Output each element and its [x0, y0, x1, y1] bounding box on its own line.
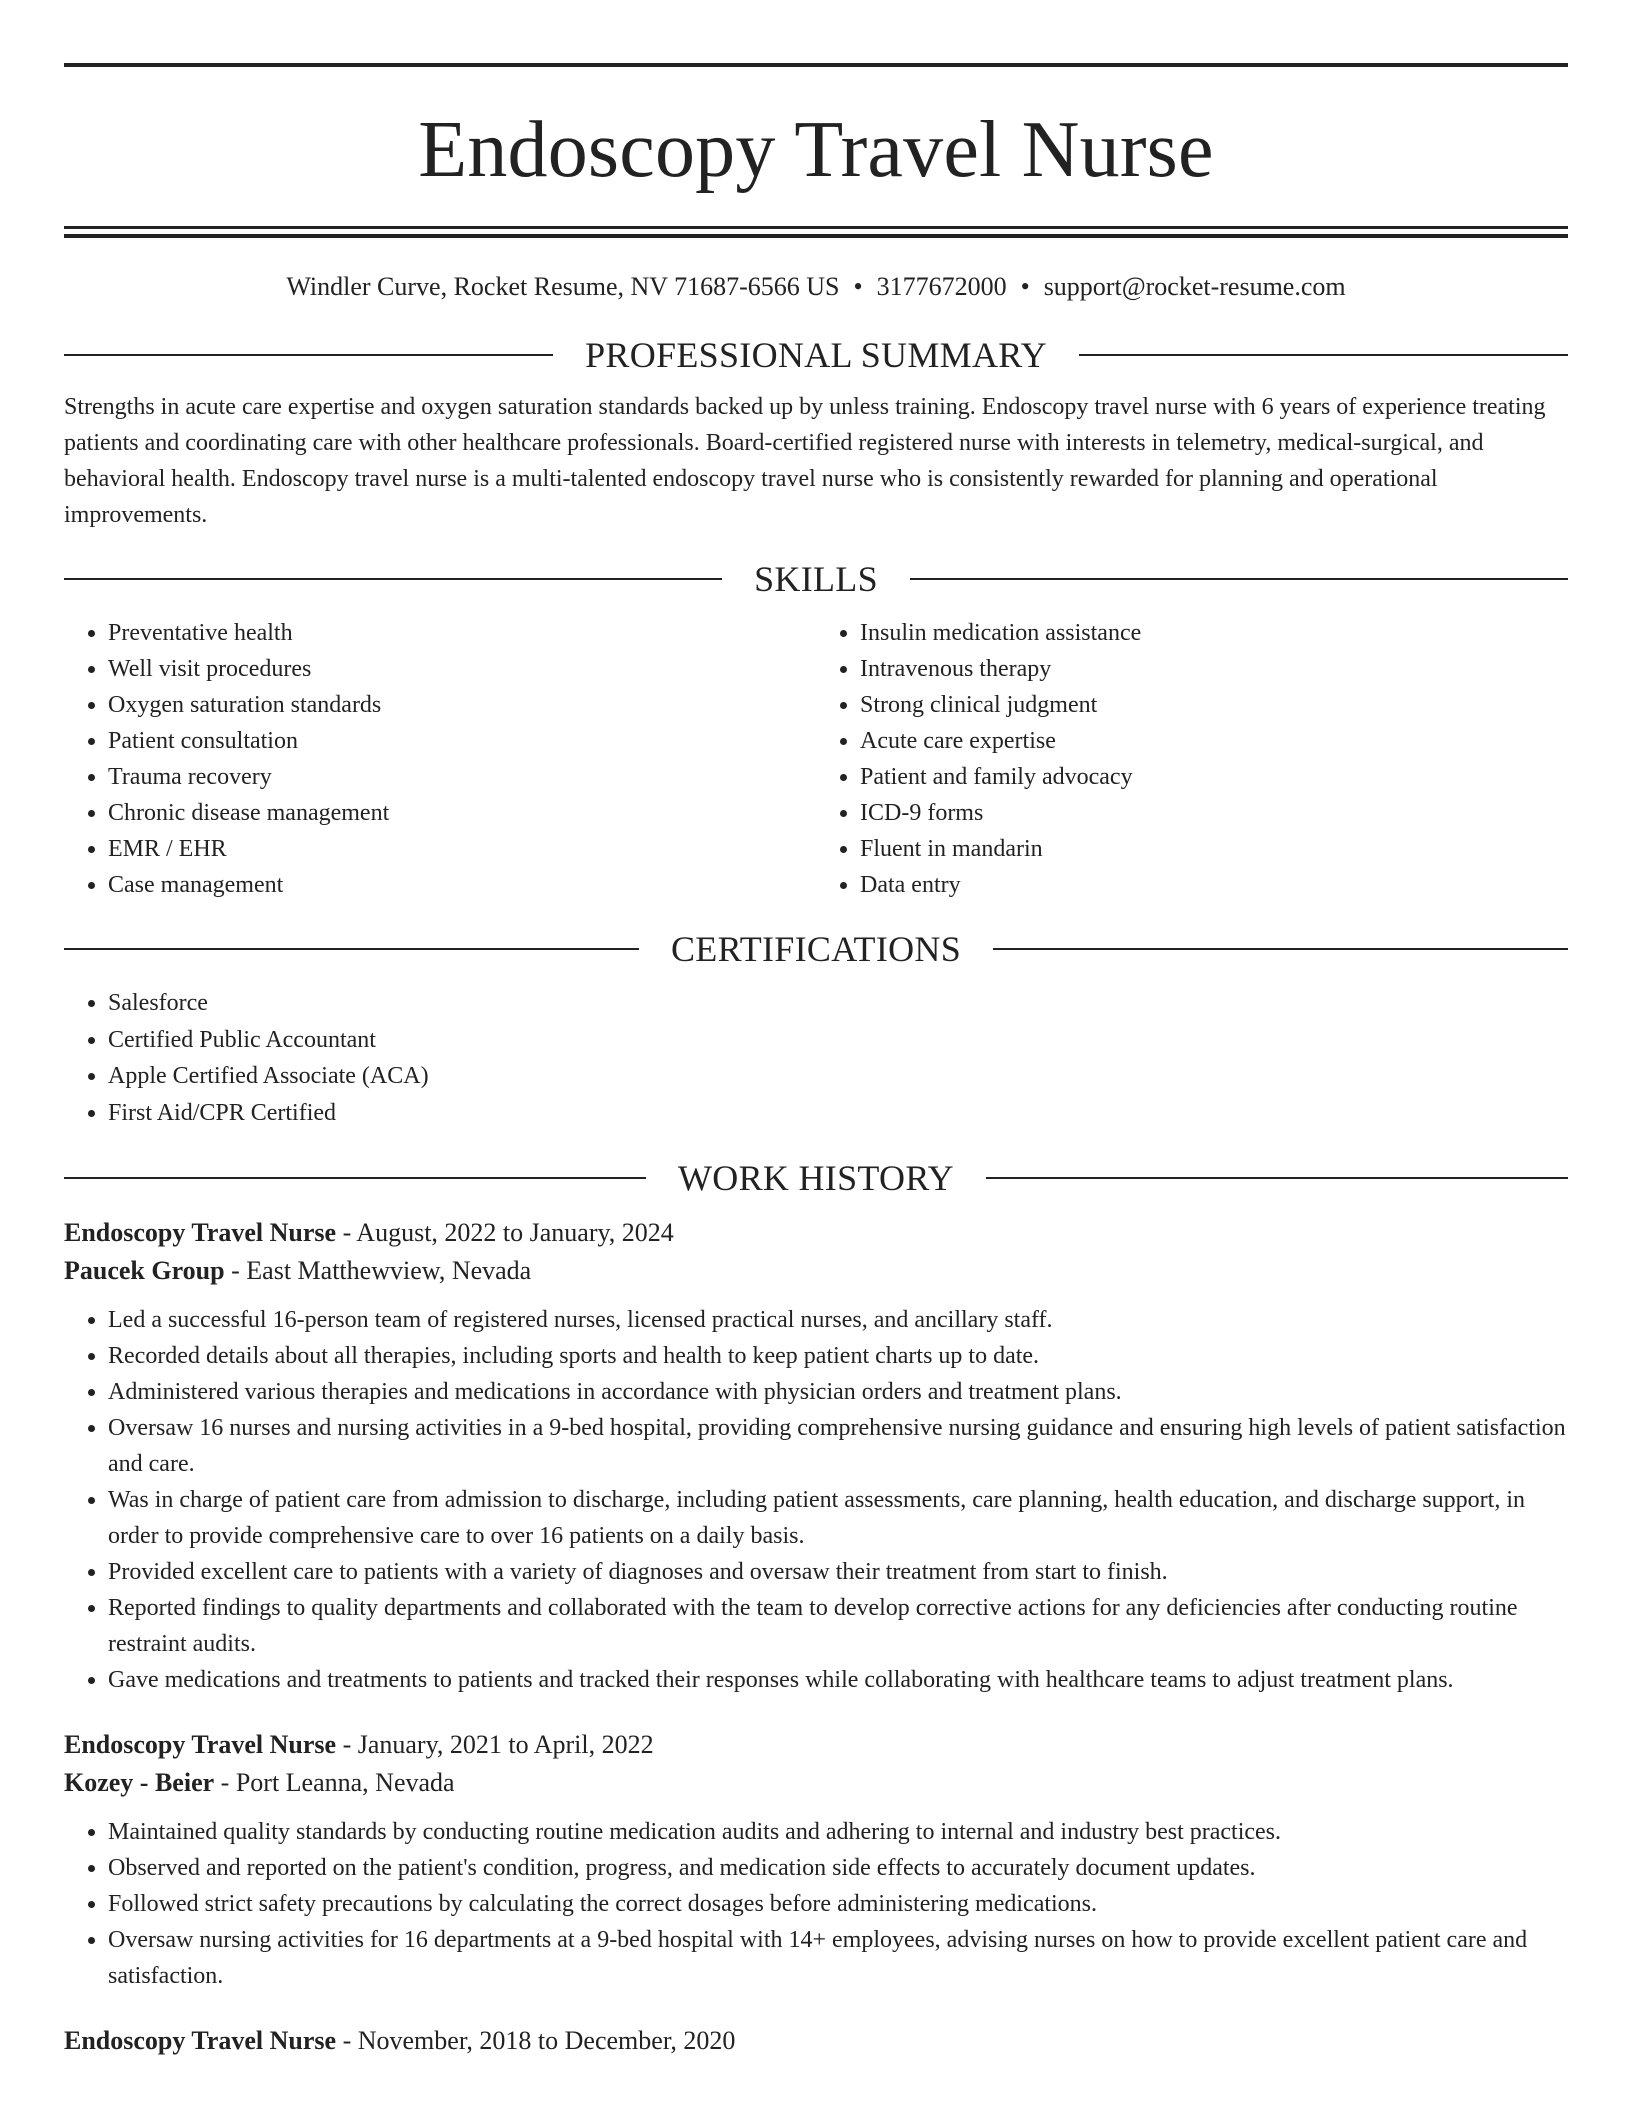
- job-dash: -: [214, 1767, 236, 1797]
- work-title: WORK HISTORY: [678, 1157, 954, 1198]
- job-bullet: • Recorded details about all therapies, including sports and health to keep patient charts up to date.: [108, 1338, 1568, 1374]
- skill-item: • Preventative health: [108, 615, 816, 651]
- job-company: Paucek Group: [64, 1255, 225, 1285]
- job-bullet: • Administered various therapies and medications in accordance with physician orders and treatment plans.: [108, 1374, 1568, 1410]
- skills-list: [64, 615, 1568, 903]
- skills-title: SKILLS: [754, 559, 878, 599]
- job-company-line: [64, 1764, 1568, 1802]
- job-entry: [64, 2022, 1568, 2060]
- skill-item: • Insulin medication assistance: [860, 615, 1568, 651]
- skill-item: • EMR / EHR: [108, 831, 816, 867]
- heading-rule-left: [64, 578, 722, 580]
- certification-item: • Certified Public Accountant: [108, 1022, 1568, 1059]
- job-company: Kozey - Beier: [64, 1767, 215, 1797]
- skills-heading: [64, 555, 1568, 603]
- skill-item: • Acute care expertise: [860, 723, 1568, 759]
- work-heading: [64, 1154, 1568, 1202]
- summary-heading: [64, 331, 1568, 379]
- skill-item: • Oxygen saturation standards: [108, 687, 816, 723]
- certifications-heading: [64, 925, 1568, 973]
- certification-item: • First Aid/CPR Certified: [108, 1095, 1568, 1132]
- job-bullet: • Reported findings to quality departments and collaborated with the team to develop corrective actions for any deficiencies after conducting routine restraint audits.: [108, 1590, 1568, 1662]
- contact-email: support@rocket-resume.com: [1043, 272, 1346, 301]
- job-dash: -: [336, 1729, 358, 1759]
- contact-separator: •: [1020, 272, 1030, 301]
- job-entry: [64, 1214, 1568, 1698]
- candidate-name: Endoscopy Travel Nurse: [418, 106, 1214, 194]
- job-bullet: • Observed and reported on the patient's condition, progress, and medication side effects to accurately document updates.: [108, 1850, 1568, 1886]
- job-title-line: [64, 1214, 1568, 1252]
- skills-column-right: [816, 615, 1568, 903]
- contact-separator: •: [853, 272, 863, 301]
- skill-item: • Well visit procedures: [108, 651, 816, 687]
- job-role: Endoscopy Travel Nurse: [64, 2025, 337, 2055]
- job-dates: August, 2022 to January, 2024: [356, 1217, 674, 1247]
- skill-item: • Trauma recovery: [108, 759, 816, 795]
- skill-item: • Patient and family advocacy: [860, 759, 1568, 795]
- contact-phone: 3177672000: [876, 272, 1007, 301]
- job-dates: January, 2021 to April, 2022: [357, 1729, 654, 1759]
- job-bullet: • Oversaw 16 nurses and nursing activities in a 9-bed hospital, providing comprehensive nursing guidance and ensuring high levels of patient satisfaction and care.: [108, 1410, 1568, 1482]
- certification-item: • Salesforce: [108, 985, 1568, 1022]
- job-title-line: [64, 2022, 1568, 2060]
- job-bullet: • Followed strict safety precautions by calculating the correct dosages before administering medications.: [108, 1886, 1568, 1922]
- skill-item: • Case management: [108, 867, 816, 903]
- job-dash: -: [224, 1255, 247, 1285]
- double-rule: [64, 226, 1568, 238]
- certification-item: • Apple Certified Associate (ACA): [108, 1058, 1568, 1095]
- heading-rule-left: [64, 948, 639, 950]
- skills-column-left: [64, 615, 816, 903]
- job-bullet: • Provided excellent care to patients with a variety of diagnoses and oversaw their treatment from start to finish.: [108, 1554, 1568, 1590]
- skill-item: • Chronic disease management: [108, 795, 816, 831]
- job-bullet: • Led a successful 16-person team of registered nurses, licensed practical nurses, and ancillary staff.: [108, 1302, 1568, 1338]
- heading-rule-right: [910, 578, 1568, 580]
- summary-text: Strengths in acute care expertise and oxygen saturation standards backed up by unless training. Endoscopy travel nurse with 6 years of experience treating patients and coordinating care with other healthcare professionals. Board-certified registered nurse with interests in telemetry, medical-surgical, and behavioral health. Endoscopy travel nurse is a multi-talented endoscopy travel nurse who is consistently rewarded for planning and operational improvements.: [64, 394, 1546, 528]
- skill-item: • Fluent in mandarin: [860, 831, 1568, 867]
- job-dates: November, 2018 to December, 2020: [357, 2025, 736, 2055]
- job-bullet: • Oversaw nursing activities for 16 departments at a 9-bed hospital with 14+ employees, advising nurses on how to provide excellent patient care and satisfaction.: [108, 1922, 1568, 1994]
- job-dash: -: [336, 1217, 357, 1247]
- skill-item: • Data entry: [860, 867, 1568, 903]
- heading-rule-right: [1079, 354, 1568, 356]
- heading-rule-right: [986, 1177, 1568, 1179]
- job-bullets: [64, 1302, 1568, 1698]
- job-bullets: [64, 1814, 1568, 1994]
- skill-item: • Patient consultation: [108, 723, 816, 759]
- job-location: Port Leanna, Nevada: [235, 1767, 455, 1797]
- job-company-line: [64, 1252, 1568, 1290]
- skill-item: • Intravenous therapy: [860, 651, 1568, 687]
- heading-rule-right: [993, 948, 1568, 950]
- job-title-line: [64, 1726, 1568, 1764]
- certifications-list: [64, 985, 1568, 1132]
- certifications-title: CERTIFICATIONS: [670, 929, 962, 969]
- job-entry: [64, 1726, 1568, 1994]
- resume-page: [64, 0, 1568, 2060]
- job-bullet: • Was in charge of patient care from admission to discharge, including patient assessments, care planning, health education, and discharge support, in order to provide comprehensive care to over 16 patients on a daily basis.: [108, 1482, 1568, 1554]
- job-bullet: • Maintained quality standards by conducting routine medication audits and adhering to internal and industry best practices.: [108, 1814, 1568, 1850]
- summary-title: PROFESSIONAL SUMMARY: [585, 335, 1047, 375]
- skill-item: • Strong clinical judgment: [860, 687, 1568, 723]
- job-role: Endoscopy Travel Nurse: [64, 1217, 337, 1247]
- contact-address: Windler Curve, Rocket Resume, NV 71687-6566 US: [286, 272, 840, 301]
- job-role: Endoscopy Travel Nurse: [64, 1729, 337, 1759]
- top-rule: [64, 63, 1568, 67]
- heading-rule-left: [64, 354, 553, 356]
- job-bullet: • Gave medications and treatments to patients and tracked their responses while collaborating with healthcare teams to adjust treatment plans.: [108, 1662, 1568, 1698]
- heading-rule-left: [64, 1177, 646, 1179]
- job-dash: -: [336, 2025, 358, 2055]
- skill-item: • ICD-9 forms: [860, 795, 1568, 831]
- job-location: East Matthewview, Nevada: [246, 1255, 532, 1285]
- contact-line: [64, 271, 1568, 303]
